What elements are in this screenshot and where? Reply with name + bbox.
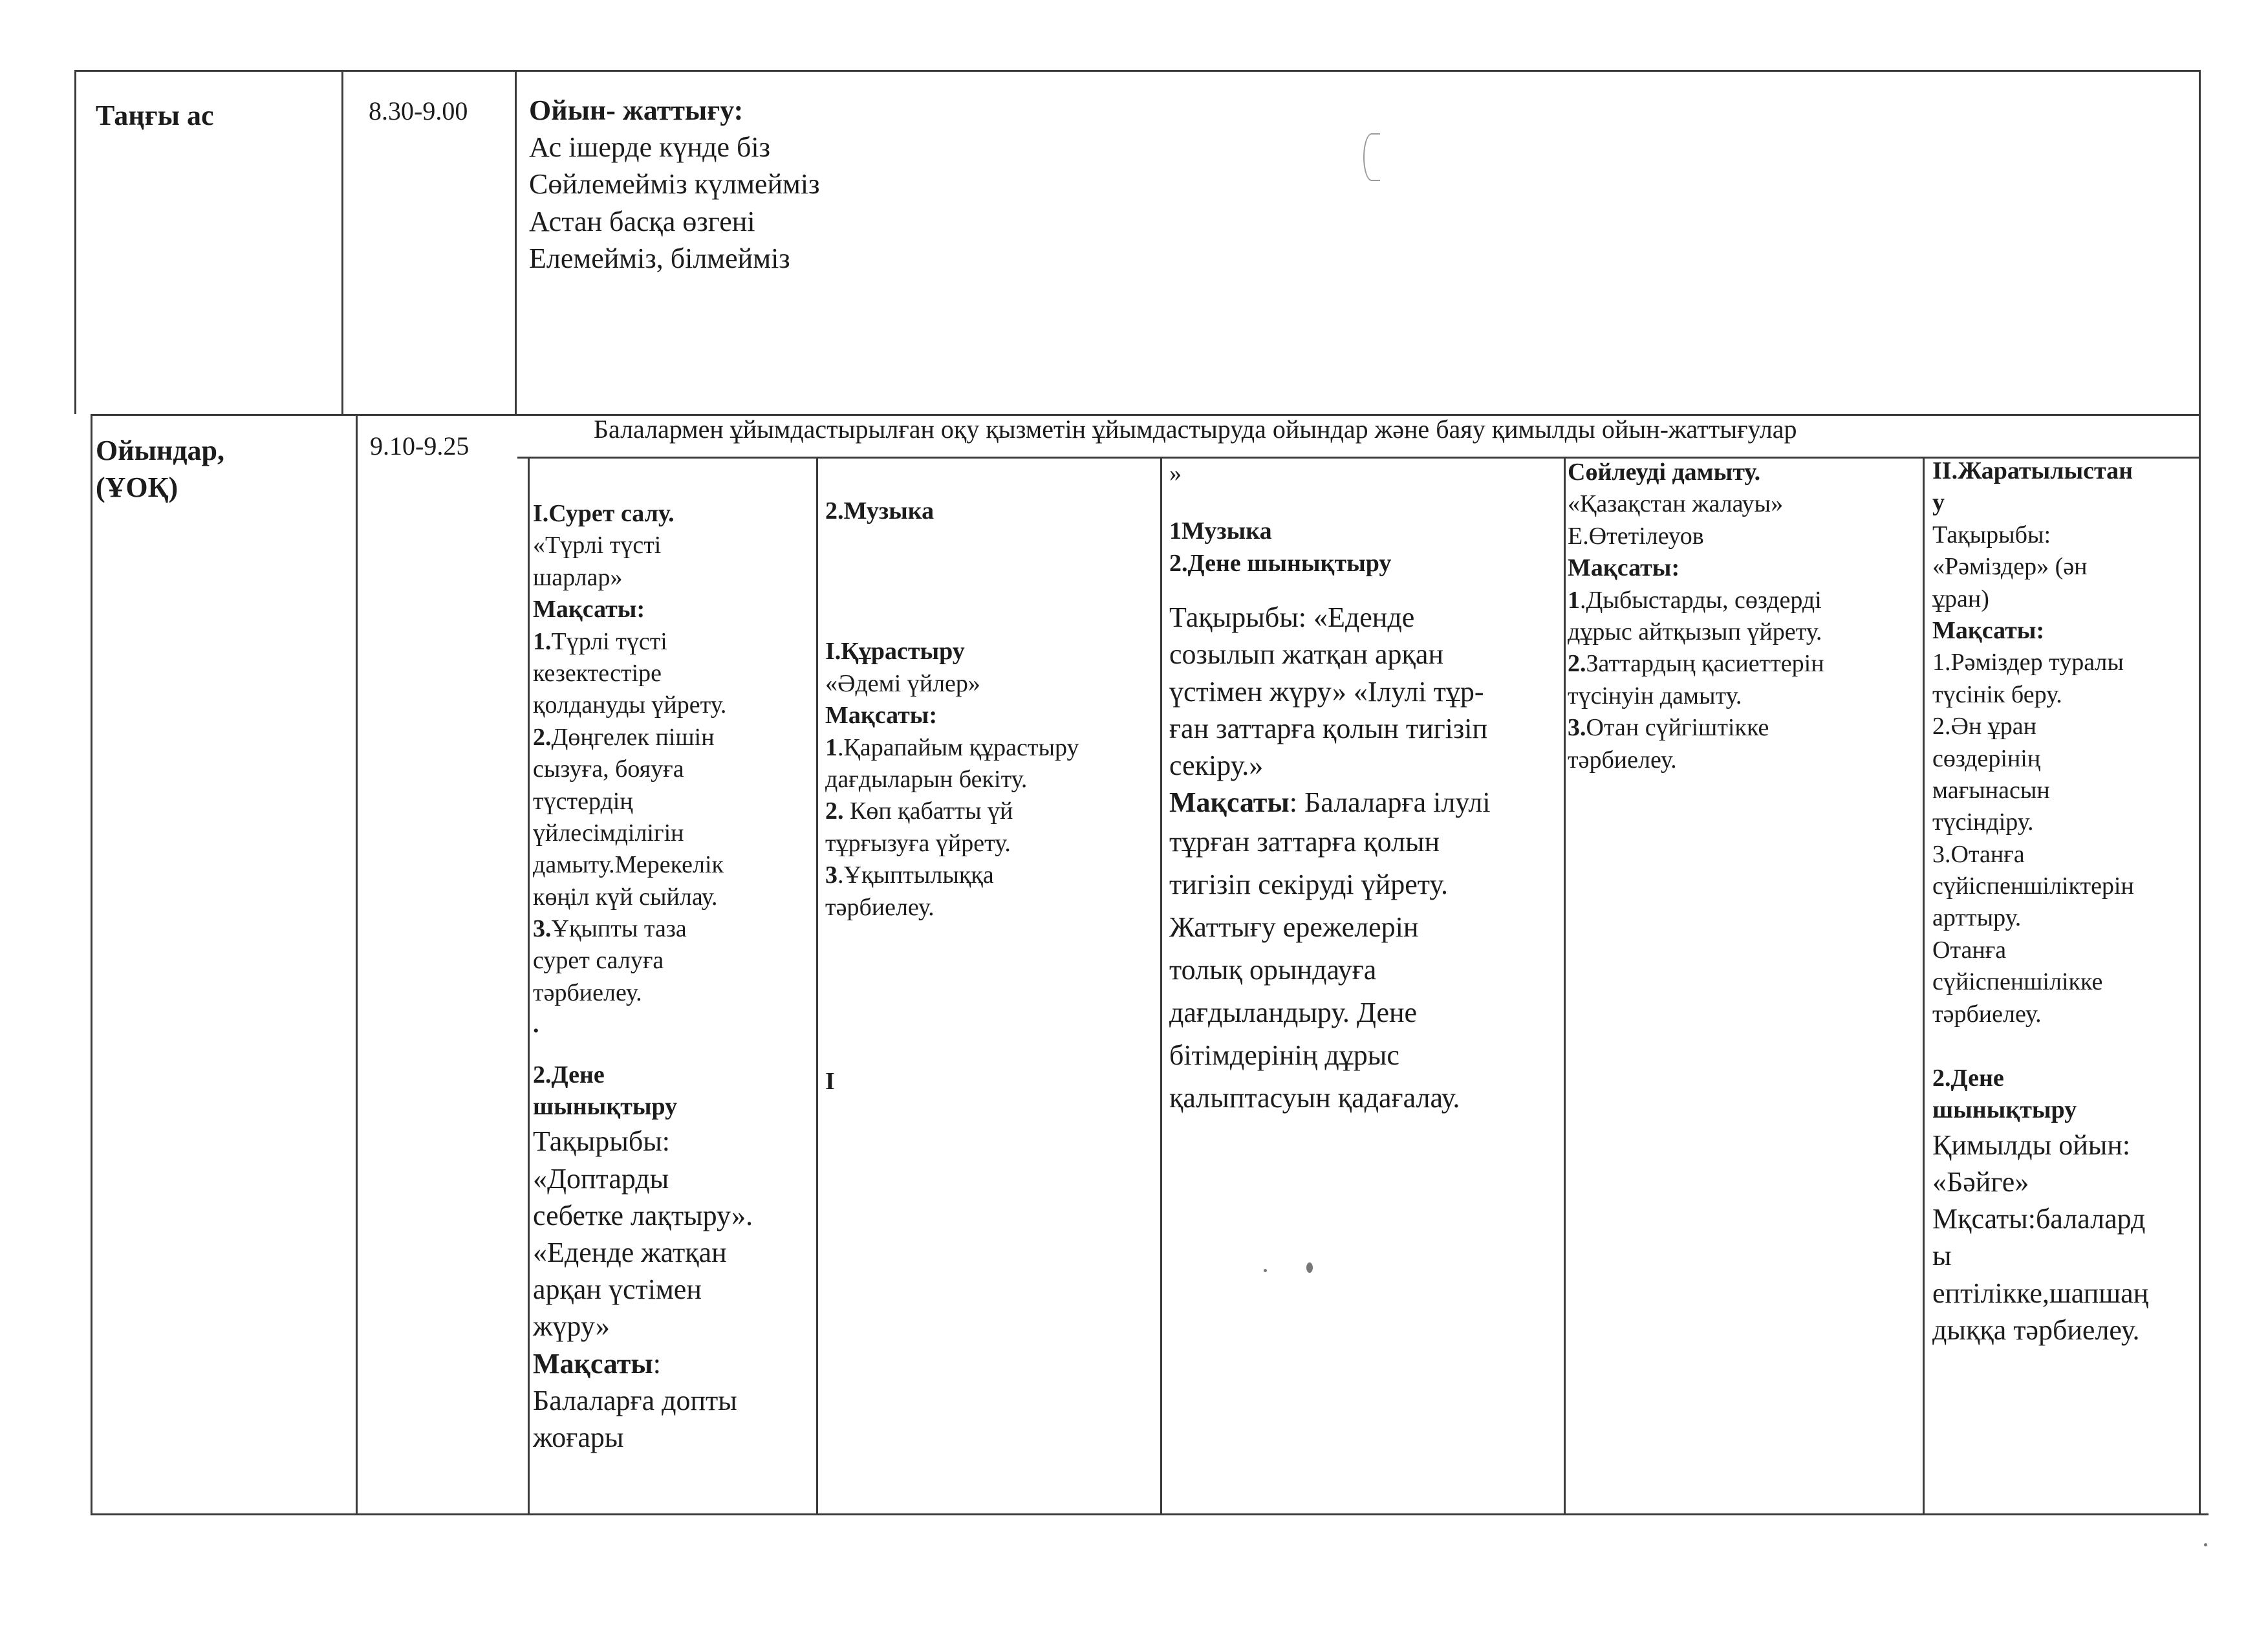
col5-pe-title: 2.Дене: [1932, 1065, 2004, 1092]
col3-col4-divider: [1564, 457, 1566, 1515]
col1-aims-label: Мақсаты:: [533, 596, 645, 623]
row1-label: Таңғы ас: [96, 100, 214, 131]
table-top-border: [74, 70, 2201, 72]
col1-pe-title: 2.Дене: [533, 1061, 605, 1088]
rhyme-line: Ас ішерде күнде біз: [529, 131, 771, 164]
col5-aims-label: Мақсаты:: [1932, 616, 2045, 644]
row2-header: Балалармен ұйымдастырылған оқу қызметін ұйымдастыруда ойындар және баяу қимылды ойын-жаттығулар: [594, 415, 1797, 444]
scan-speck: [2204, 1543, 2207, 1546]
table-right-border: [2199, 70, 2201, 1515]
row2-label: Ойындар, (ҰОҚ): [96, 435, 225, 504]
row1-heading: Ойын- жаттығу:: [529, 94, 744, 126]
time-content-divider: [515, 70, 517, 414]
table-bottom-border: [91, 1513, 2209, 1515]
col5-title: ІІ.Жаратылыстан: [1932, 457, 2133, 484]
scan-mark: [1363, 133, 1380, 181]
col3-music-pe-plan: » 1Музыка 2.Дене шынықтыру Тақырыбы: «Еденде созылып жатқан арқан үстімен жүру» «Ілулі тұр- ған заттарға қолын тигізіп секіру.» Мақсаты: Балаларға ілулі тұрған заттарға қолын тигізіп секіруді үйрету. Жаттығу ережелерін толық орындауға дағдыландыру. Дене бітімдерінің дұрыс қалыптасуын қадағалау.: [1169, 458, 1557, 1120]
col2-aims-label: Мақсаты:: [825, 702, 938, 730]
row1-content: [529, 92, 819, 277]
col2-music: 2.Музыка: [825, 497, 934, 525]
rhyme-line: Сөйлемейміз күлмейміз: [529, 168, 820, 200]
table-left-border: [74, 70, 76, 414]
col1-drawing-plan: І.Сурет салу. «Түрлі түсті шарлар» Мақсаты: 1.Түрлі түсті кезектестіре қолдануды үйрету. 2.Дөңгелек пішін сызуға, бояуға түстердің үйлесімділігін дамыту.Мерекелік көңіл күй сыйлау. 3.Ұқыпты таза сурет салуға тәрбиелеу. . 2.Дене шынықтыру Тақырыбы: «Доптарды себетке лақтыру». «Еденде жатқан арқан үстімен жүру» Мақсаты: Балаларға допты жоғары: [533, 498, 811, 1456]
rhyme-line: Астан басқа өзгені: [529, 205, 755, 237]
label-time-divider-lower: [356, 414, 358, 1515]
table-left-border-lower: [91, 414, 92, 1515]
col1-col2-divider: [816, 457, 818, 1515]
col1-title: І.Сурет салу.: [533, 500, 675, 527]
rhyme-line: Елемейміз, білмейміз: [529, 242, 790, 274]
row2-time: 9.10-9.25: [370, 431, 470, 460]
scan-speck: [1306, 1262, 1313, 1273]
time-content-divider-lower: [528, 457, 530, 1515]
scan-speck: [1264, 1269, 1267, 1272]
col4-title: Сөйлеуді дамыту.: [1568, 459, 1761, 486]
row1-time: 8.30-9.00: [369, 96, 468, 125]
col4-aims-label: Мақсаты:: [1568, 554, 1680, 582]
col2-title: І.Құрастыру: [825, 638, 965, 666]
col4-speech-plan: Сөйлеуді дамыту. «Қазақстан жалауы» Е.Өтетілеуов Мақсаты: 1.Дыбыстарды, сөздерді дұрыс айтқызып үйрету. 2.Заттардың қасиеттерін түсінуін дамыту. 3.Отан сүйгіштікке тәрбиелеу.: [1568, 457, 1917, 776]
col5-nature-plan: ІІ.Жаратылыстан у Тақырыбы: «Рәміздер» (ән ұран) Мақсаты: 1.Рәміздер туралы түсінік беру. 2.Ән ұран сөздерінің мағынасын түсіндіру. 3.Отанға сүйіспеншіліктерін арттыру. Отанға сүйіспеншілікке тәрбиелеу. 2.Дене шынықтыру Қимылды ойын: «Бәйге» Мқсаты:балалард ы ептілікке,шапшаң дыққа тәрбиелеу.: [1932, 455, 2195, 1348]
col2-col3-divider: [1160, 457, 1162, 1515]
col4-col5-divider: [1923, 457, 1925, 1515]
col2-construction-plan: 2.Музыка І.Құрастыру «Әдемі үйлер» Мақсаты: 1.Қарапайым құрастыру дағдыларын бекіту. 2. Көп қабатты үй тұрғызуға үйрету. 3.Ұқыптылыққа тәрбиелеу. І: [825, 495, 1155, 1098]
label-time-divider: [341, 70, 343, 414]
col3-title: 1Музыка: [1169, 517, 1272, 545]
